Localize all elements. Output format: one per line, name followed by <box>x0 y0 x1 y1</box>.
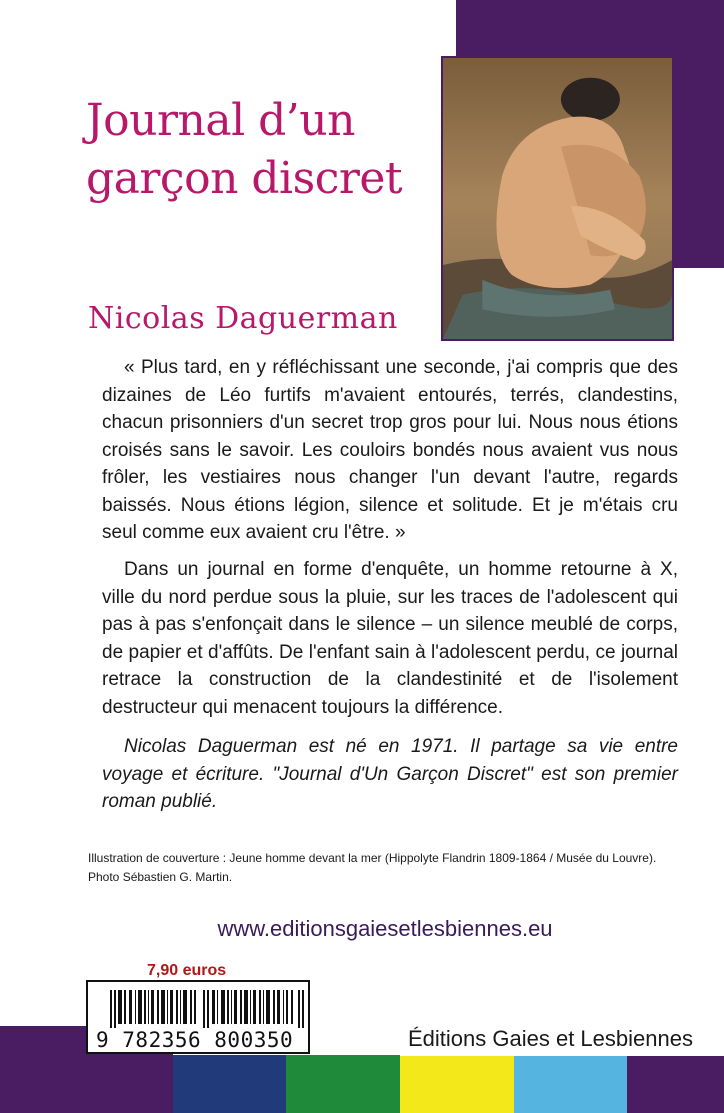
isbn-number: 9 782356 800350 <box>96 1028 294 1052</box>
color-stripe-light-blue <box>514 1055 627 1113</box>
summary-paragraph <box>102 556 678 721</box>
color-stripe-purple-right <box>627 1055 724 1113</box>
cover-painting-image <box>441 56 674 341</box>
isbn-barcode <box>86 980 310 1054</box>
barcode-icon <box>110 990 306 1028</box>
illustration-credits: Illustration de couverture : Jeune homme devant la mer (Hippolyte Flandrin 1809-1864 / Musée du Louvre). Photo Sébastien G. Martin. <box>88 851 657 884</box>
bio-paragraph <box>102 733 678 816</box>
publisher-website-link[interactable]: www.editionsgaiesetlesbiennes.eu <box>217 916 553 941</box>
quote-paragraph <box>102 354 678 547</box>
color-stripe-green <box>286 1055 400 1113</box>
book-title-line-1: Journal d’un <box>86 95 355 146</box>
color-stripe-yellow <box>400 1055 514 1113</box>
publisher-name: Éditions Gaies et Lesbiennes <box>408 1026 693 1051</box>
quote-text: « Plus tard, en y réfléchissant une seconde, j'ai compris que des dizaines de Léo furtifs m'avaient entourés, terrés, clandestins, chacun prisonniers d'un secret trop gros pour lui. Nous nous étions croisés sans le savoir. Les couloirs bondés nous avaient vus nous frôler, les vestiaires nous changer l'un devant l'autre, regards baissés. Nous étions légion, silence et solitude. Et je m'étais cru seul comme eux avaient cru l'être. » <box>102 357 678 543</box>
price-label: 7,90 euros <box>147 962 227 979</box>
summary-text: Dans un journal en forme d'enquête, un homme retourne à X, ville du nord perdue sous la pluie, sur les traces de l'adolescent qui pas à pas s'enfonçait dans le silence – un silence meublé de corps, de papier et d'affûts. De l'enfant sain à l'adolescent perdu, ce journal retrace la construction de la clandestinité et de l'isolement destructeur qui menacent toujours la différence. <box>102 559 678 718</box>
author-name: Nicolas Daguerman <box>88 301 398 336</box>
bio-text: Nicolas Daguerman est né en 1971. Il partage sa vie entre voyage et écriture. "Journal d'Un Garçon Discret" est son premier roman publié. <box>102 736 678 812</box>
painting-seated-young-man-icon <box>443 58 672 339</box>
book-title-line-2: garçon discret <box>86 153 403 204</box>
color-stripe-blue <box>173 1055 286 1113</box>
book-title <box>86 92 446 208</box>
